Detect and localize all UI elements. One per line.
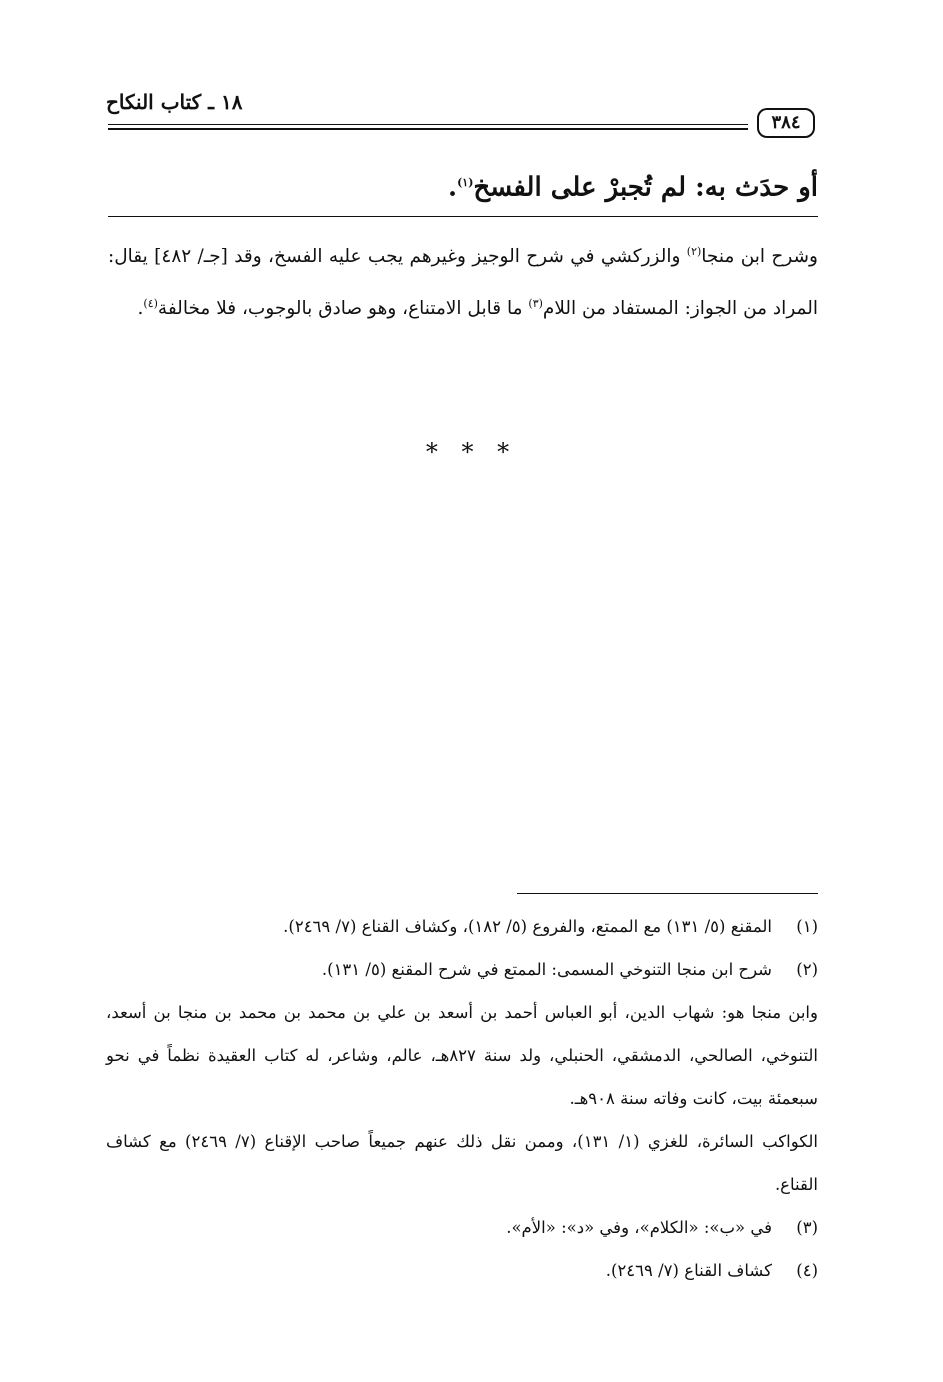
footnotes: [106, 905, 818, 1292]
matn-body: أو حدَث به: لم تُجبرْ على الفسخ: [473, 172, 818, 203]
section-separator: * * *: [425, 438, 518, 466]
footnote-2: [106, 948, 818, 991]
footnote-marker: (١): [796, 917, 818, 936]
footnote-ref: (٣): [528, 297, 543, 311]
commentary-text: والزركشي في شرح الوجيز وغيرهم يجب عليه الفسخ، وقد [جـ/ ٤٨٢] يقال: المراد من الجواز: المستفاد من اللام: [108, 246, 818, 320]
matn-divider: [108, 216, 818, 217]
chapter-title: ١٨ ـ كتاب النكاح: [106, 90, 243, 114]
footnote-text: شرح ابن منجا التنوخي المسمى: الممتع في شرح المقنع (٥/ ١٣١).: [321, 960, 772, 979]
header-rule: [108, 124, 748, 125]
commentary-text: ما قابل الامتناع، وهو صادق بالوجوب، فلا مخالفة: [157, 298, 529, 320]
matn-text: [118, 160, 818, 211]
footnote-4: [106, 1249, 818, 1292]
footnote-text: كشاف القناع (٧/ ٢٤٦٩).: [605, 1261, 772, 1280]
footnote-2-source: الكواكب السائرة، للغزي (١/ ١٣١)، وممن نقل ذلك عنهم جميعاً صاحب الإقناع (٧/ ٢٤٦٩) مع كشاف القناع.: [106, 1132, 818, 1194]
footnote-1: [106, 905, 818, 948]
commentary-block: [108, 228, 818, 332]
footnote-marker: (٢): [796, 960, 818, 979]
page-number: ٣٨٤: [757, 108, 815, 138]
matn-end: .: [448, 172, 458, 203]
footnote-ref: (١): [457, 176, 474, 189]
footnote-text: في «ب»: «الكلام»، وفي «د»: «الأم».: [506, 1218, 772, 1237]
footnote-ref: (٢): [686, 245, 702, 258]
footnote-3: [106, 1206, 818, 1249]
footnote-ref: (٤): [143, 297, 158, 311]
commentary-text: .: [137, 298, 144, 320]
footnote-text: المقنع (٥/ ١٣١) مع الممتع، والفروع (٥/ ١٨٢)، وكشاف القناع (٧/ ٢٤٦٩).: [283, 917, 772, 936]
footnote-divider: [517, 893, 818, 894]
commentary-paragraph: [108, 228, 818, 332]
footnote-marker: (٤): [796, 1261, 818, 1280]
footnote-marker: (٣): [796, 1218, 818, 1237]
header-rule-thick: [108, 128, 748, 130]
footnote-2-biography: وابن منجا هو: شهاب الدين، أبو العباس أحمد بن أسعد بن علي بن محمد بن محمد بن منجا بن أسعد، التنوخي، الصالحي، الدمشقي، الحنبلي، ولد سنة ٨٢٧هـ، عالم، وشاعر، له كتاب العقيدة نظماً في نحو سبعمئة بيت، كانت وفاته سنة ٩٠٨هـ.: [106, 1003, 818, 1108]
commentary-text: وشرح ابن منجا: [701, 246, 818, 268]
